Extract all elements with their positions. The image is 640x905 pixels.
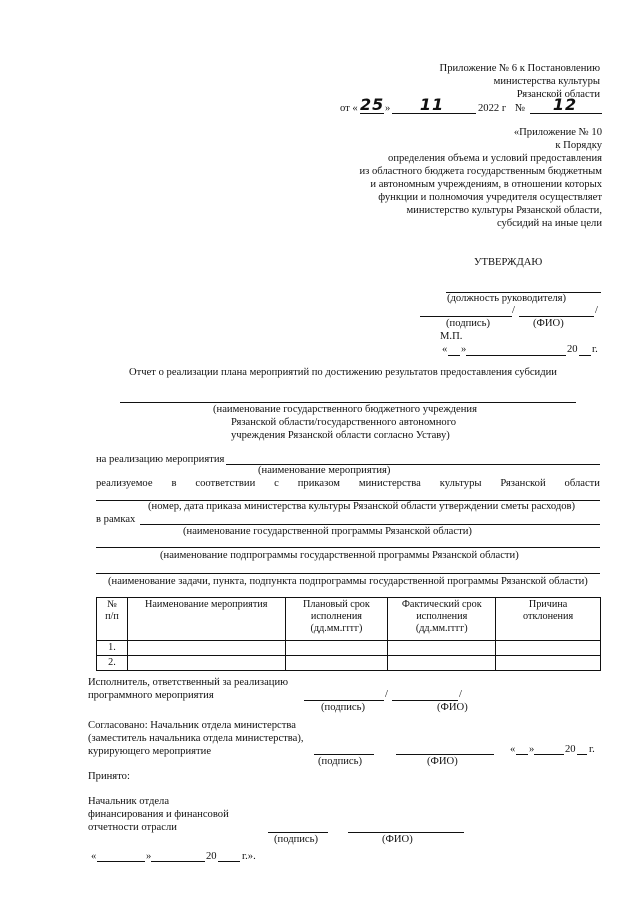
fio-caption: (ФИО) [533, 318, 564, 329]
annex-line: из областного бюджета государственным бюджетным [359, 166, 602, 177]
annex-line: субсидий на иные цели [496, 218, 602, 229]
date-month-line [151, 861, 205, 862]
order-word: соответствии [195, 478, 256, 489]
agreed-fio-line [396, 754, 494, 755]
table-row [97, 656, 601, 671]
task-line [96, 573, 600, 574]
date-suffix: г. [592, 344, 598, 355]
stamp-mp: М.П. [440, 331, 463, 342]
row-planned [285, 656, 388, 671]
subprogram-caption: (наименование подпрограммы государственной программы Рязанской области) [160, 550, 519, 561]
executor-sign-caption: (подпись) [321, 702, 365, 713]
header-line-3: Рязанской области [516, 89, 600, 100]
agreed-sign-line [314, 754, 374, 755]
header-actual: Фактический срок исполнения (дд.мм.гггг) [388, 598, 496, 641]
header-num: № п/п [97, 598, 128, 641]
accepted-sign-line [268, 832, 328, 833]
order-word: реализуемое [96, 478, 153, 489]
date-suffix: г. [589, 744, 595, 755]
row-num: 2. [97, 656, 128, 671]
date-year-line [577, 754, 587, 755]
date-mid: » [385, 103, 391, 114]
header-planned: Плановый срок исполнения (дд.мм.гггг) [285, 598, 388, 641]
order-word: культуры [439, 478, 482, 489]
date-year: 20 [567, 344, 578, 355]
header-reason: Причина отклонения [496, 598, 601, 641]
sign-caption: (подпись) [446, 318, 490, 329]
events-table [96, 597, 601, 671]
date-day-line [97, 861, 145, 862]
executor-fio-caption: (ФИО) [437, 702, 468, 713]
agreed-line: курирующего мероприятие [88, 746, 212, 757]
date-prefix: от « [340, 103, 358, 114]
institution-caption: Рязанской области/государственного автономного [231, 417, 457, 428]
approve-title: УТВЕРЖДАЮ [474, 257, 543, 268]
table-row [97, 641, 601, 656]
slash-end: / [459, 689, 462, 700]
order-word: в [171, 478, 177, 489]
header-line-2: министерства культуры [493, 76, 600, 87]
date-close: » [146, 851, 152, 862]
annex-line: «Приложение № 10 [513, 127, 602, 138]
agreed-sign-caption: (подпись) [318, 756, 362, 767]
header-name: Наименование мероприятия [127, 598, 285, 641]
order-word: Рязанской [500, 478, 546, 489]
table-header-row [97, 598, 601, 641]
date-day-handwritten: 25 [360, 95, 385, 114]
row-name [127, 641, 285, 656]
accepted-line: финансирования и финансовой [88, 809, 229, 820]
date-open: « [510, 744, 516, 755]
date-year-line [218, 861, 240, 862]
row-num: 1. [97, 641, 128, 656]
date-open: « [442, 344, 448, 355]
number-handwritten: 12 [552, 95, 578, 114]
date-day-line [516, 754, 528, 755]
order-word: министерства [358, 478, 421, 489]
subprogram-line [96, 547, 600, 548]
fio-line [519, 316, 594, 317]
date-close: » [529, 744, 535, 755]
date-year-line [579, 355, 591, 356]
agreed-fio-caption: (ФИО) [427, 756, 458, 767]
position-caption: (должность руководителя) [447, 293, 567, 304]
header-line-1: Приложение № 6 к Постановлению [439, 63, 600, 74]
report-title: Отчет о реализации плана мероприятий по достижению результатов предоставления субсидии [129, 367, 557, 378]
executor-line: программного мероприятия [88, 690, 214, 701]
accepted-fio-caption: (ФИО) [382, 834, 413, 845]
date-month-line [534, 754, 564, 755]
institution-caption: (наименование государственного бюджетного учреждения [213, 404, 477, 415]
sign-line [420, 316, 512, 317]
accepted-fio-line [348, 832, 464, 833]
program-caption: (наименование государственной программы Рязанской области) [183, 526, 472, 537]
agreed-line: Согласовано: Начальник отдела министерства [88, 720, 296, 731]
date-month-handwritten: 11 [419, 95, 445, 114]
date-year: 20 [565, 744, 576, 755]
date-year: 20 [206, 851, 217, 862]
date-month-line [466, 355, 566, 356]
date-month-line [392, 113, 476, 114]
annex-line: министерство культуры Рязанской области, [406, 205, 602, 216]
order-line [96, 478, 600, 491]
executor-fio-line [392, 700, 458, 701]
accepted-line: отчетности отрасли [88, 822, 177, 833]
executor-sign-line [304, 700, 384, 701]
date-open: « [91, 851, 97, 862]
date-day-line [360, 113, 384, 114]
order-word: приказом [297, 478, 340, 489]
row-actual [388, 641, 496, 656]
accepted-line: Начальник отдела [88, 796, 170, 807]
date-day-line [448, 355, 460, 356]
row-reason [496, 656, 601, 671]
program-label: в рамках [96, 514, 136, 525]
row-reason [496, 641, 601, 656]
event-label: на реализацию мероприятия [96, 454, 225, 465]
accepted-sign-caption: (подпись) [274, 834, 318, 845]
annex-line: функции и полномочия учредителя осуществляет [378, 192, 602, 203]
annex-line: определения объема и условий предоставления [388, 153, 602, 164]
date-year: 2022 г [478, 103, 507, 114]
row-planned [285, 641, 388, 656]
order-word: области [564, 478, 600, 489]
task-caption: (наименование задачи, пункта, подпункта подпрограммы государственной программы Рязанской области) [108, 576, 588, 587]
order-word: с [274, 478, 279, 489]
number-line [530, 113, 602, 114]
order-caption: (номер, дата приказа министерства культуры Рязанской области утверждении сметы расходов) [148, 501, 576, 512]
slash: / [512, 305, 515, 316]
slash-end: / [595, 305, 598, 316]
institution-line [120, 402, 576, 403]
event-caption: (наименование мероприятия) [258, 465, 391, 476]
date-suffix: г.». [242, 851, 256, 862]
annex-line: к Порядку [555, 140, 602, 151]
slash: / [385, 689, 388, 700]
annex-line: и автономным учреждениям, в отношении которых [370, 179, 602, 190]
program-line [140, 524, 600, 525]
executor-line: Исполнитель, ответственный за реализацию [88, 677, 289, 688]
accepted-label: Принято: [88, 771, 130, 782]
institution-caption: учреждения Рязанской области согласно Уставу) [231, 430, 450, 441]
agreed-line: (заместитель начальника отдела министерства), [88, 733, 304, 744]
row-name [127, 656, 285, 671]
date-close: » [461, 344, 467, 355]
number-label: № [515, 103, 526, 114]
row-actual [388, 656, 496, 671]
